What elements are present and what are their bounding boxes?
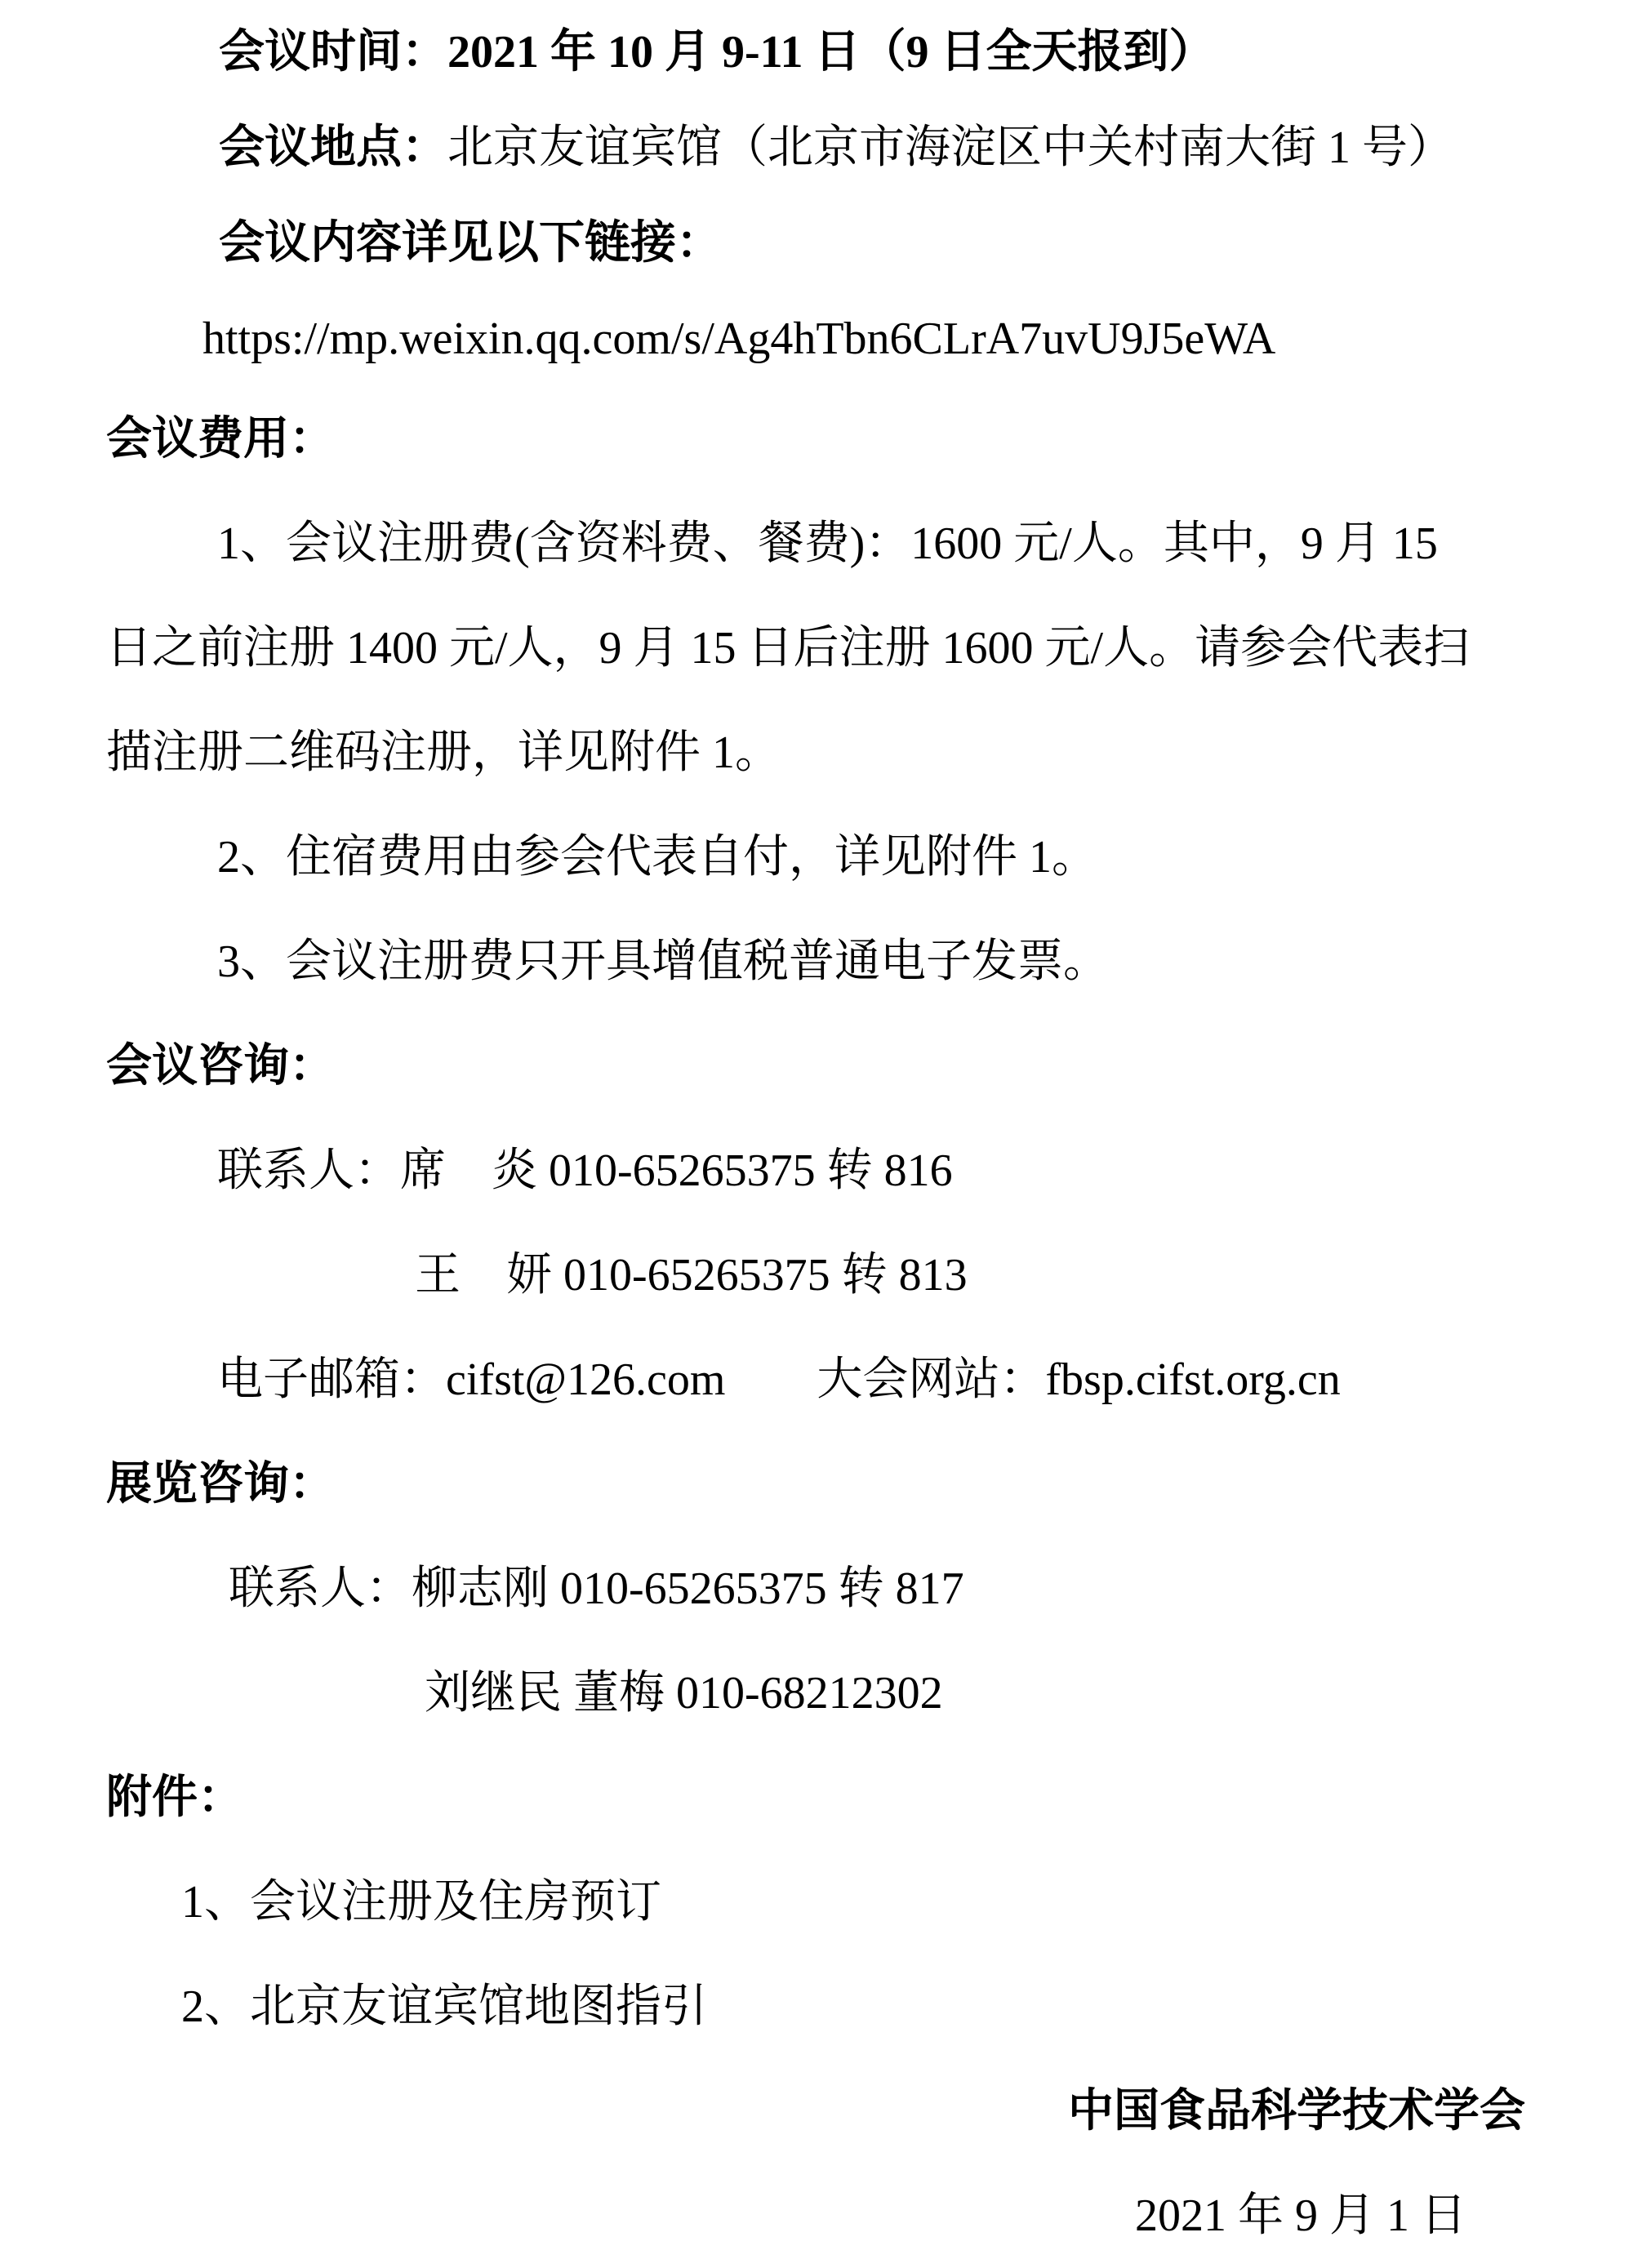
fee-item-2-text: 2、住宿费用由参会代表自付，详见附件 1。 xyxy=(217,832,1097,883)
fee-item-1-line-2-text: 日之前注册 1400 元/人，9 月 15 日后注册 1600 元/人。请参会代表扫 xyxy=(106,623,1470,674)
meeting-location-label: 会议地点： xyxy=(219,122,447,173)
conference-contact-person-1-text: 联系人：席 炎 010-65265375 转 816 xyxy=(217,1145,953,1196)
meeting-link-url[interactable]: https://mp.weixin.qq.com/s/Ag4hTbn6CLrA7uvU9J5eWA xyxy=(202,314,1276,364)
attachment-item-1-text: 1、会议注册及住房预订 xyxy=(181,1877,661,1928)
exhibition-contact-person-1-text: 联系人：柳志刚 010-65265375 转 817 xyxy=(229,1563,964,1614)
meeting-location-value: 北京友谊宾馆（北京市海淀区中关村南大街 1 号） xyxy=(447,122,1453,173)
exhibition-contact-person-2-text: 刘继民 董梅 010-68212302 xyxy=(425,1668,943,1719)
signature-date-text: 2021 年 9 月 1 日 xyxy=(1135,2190,1466,2241)
signature-date xyxy=(106,2163,1546,2268)
conference-contact-person-1 xyxy=(106,1118,1546,1223)
fee-item-2 xyxy=(106,805,1546,909)
conference-contact-email: 电子邮箱：cifst@126.com xyxy=(217,1354,726,1405)
fees-heading xyxy=(106,387,1546,491)
fee-item-1-line-3-text: 描注册二维码注册，详见附件 1。 xyxy=(106,727,781,778)
fee-item-3 xyxy=(106,909,1546,1014)
meeting-link-heading-text: 会议内容详见以下链接： xyxy=(219,218,722,269)
attachments-heading-text: 附件： xyxy=(106,1772,243,1823)
signature-organization-text: 中国食品科学技术学会 xyxy=(1068,2086,1525,2137)
attachment-item-2-text: 2、北京友谊宾馆地图指引 xyxy=(181,1981,707,2032)
meeting-link-line xyxy=(106,291,1546,387)
conference-contact-heading xyxy=(106,1014,1546,1118)
conference-contact-heading-text: 会议咨询： xyxy=(106,1041,335,1092)
attachment-item-2 xyxy=(106,1954,1546,2059)
conference-contact-person-2-text: 王 妍 010-65265375 转 813 xyxy=(415,1250,968,1301)
signature-organization xyxy=(106,2059,1546,2163)
exhibition-contact-person-2 xyxy=(106,1641,1546,1745)
fee-item-3-text: 3、会议注册费只开具增值税普通电子发票。 xyxy=(217,936,1109,987)
conference-contact-email-website xyxy=(106,1327,1546,1432)
fee-item-1-line-3 xyxy=(106,700,1546,805)
fee-item-1-line-1 xyxy=(106,491,1546,596)
meeting-link-heading xyxy=(106,196,1546,291)
exhibition-contact-heading xyxy=(106,1432,1546,1536)
meeting-time-label: 会议时间： xyxy=(219,27,447,78)
fee-item-1-line-1-text: 1、会议注册费(含资料费、餐费)：1600 元/人。其中，9 月 15 xyxy=(217,518,1438,569)
exhibition-contact-person-1 xyxy=(106,1536,1546,1641)
exhibition-contact-heading-text: 展览咨询： xyxy=(106,1459,335,1510)
conference-contact-person-2 xyxy=(106,1223,1546,1327)
conference-website: 大会网站：fbsp.cifst.org.cn xyxy=(817,1354,1341,1405)
fees-heading-text: 会议费用： xyxy=(106,414,335,465)
fee-item-1-line-2 xyxy=(106,596,1546,700)
meeting-time-value: 2021 年 10 月 9-11 日（9 日全天报到） xyxy=(447,27,1215,78)
meeting-time-line xyxy=(106,5,1546,100)
attachments-heading xyxy=(106,1745,1546,1850)
attachment-item-1 xyxy=(106,1850,1546,1954)
meeting-location-line xyxy=(106,100,1546,196)
